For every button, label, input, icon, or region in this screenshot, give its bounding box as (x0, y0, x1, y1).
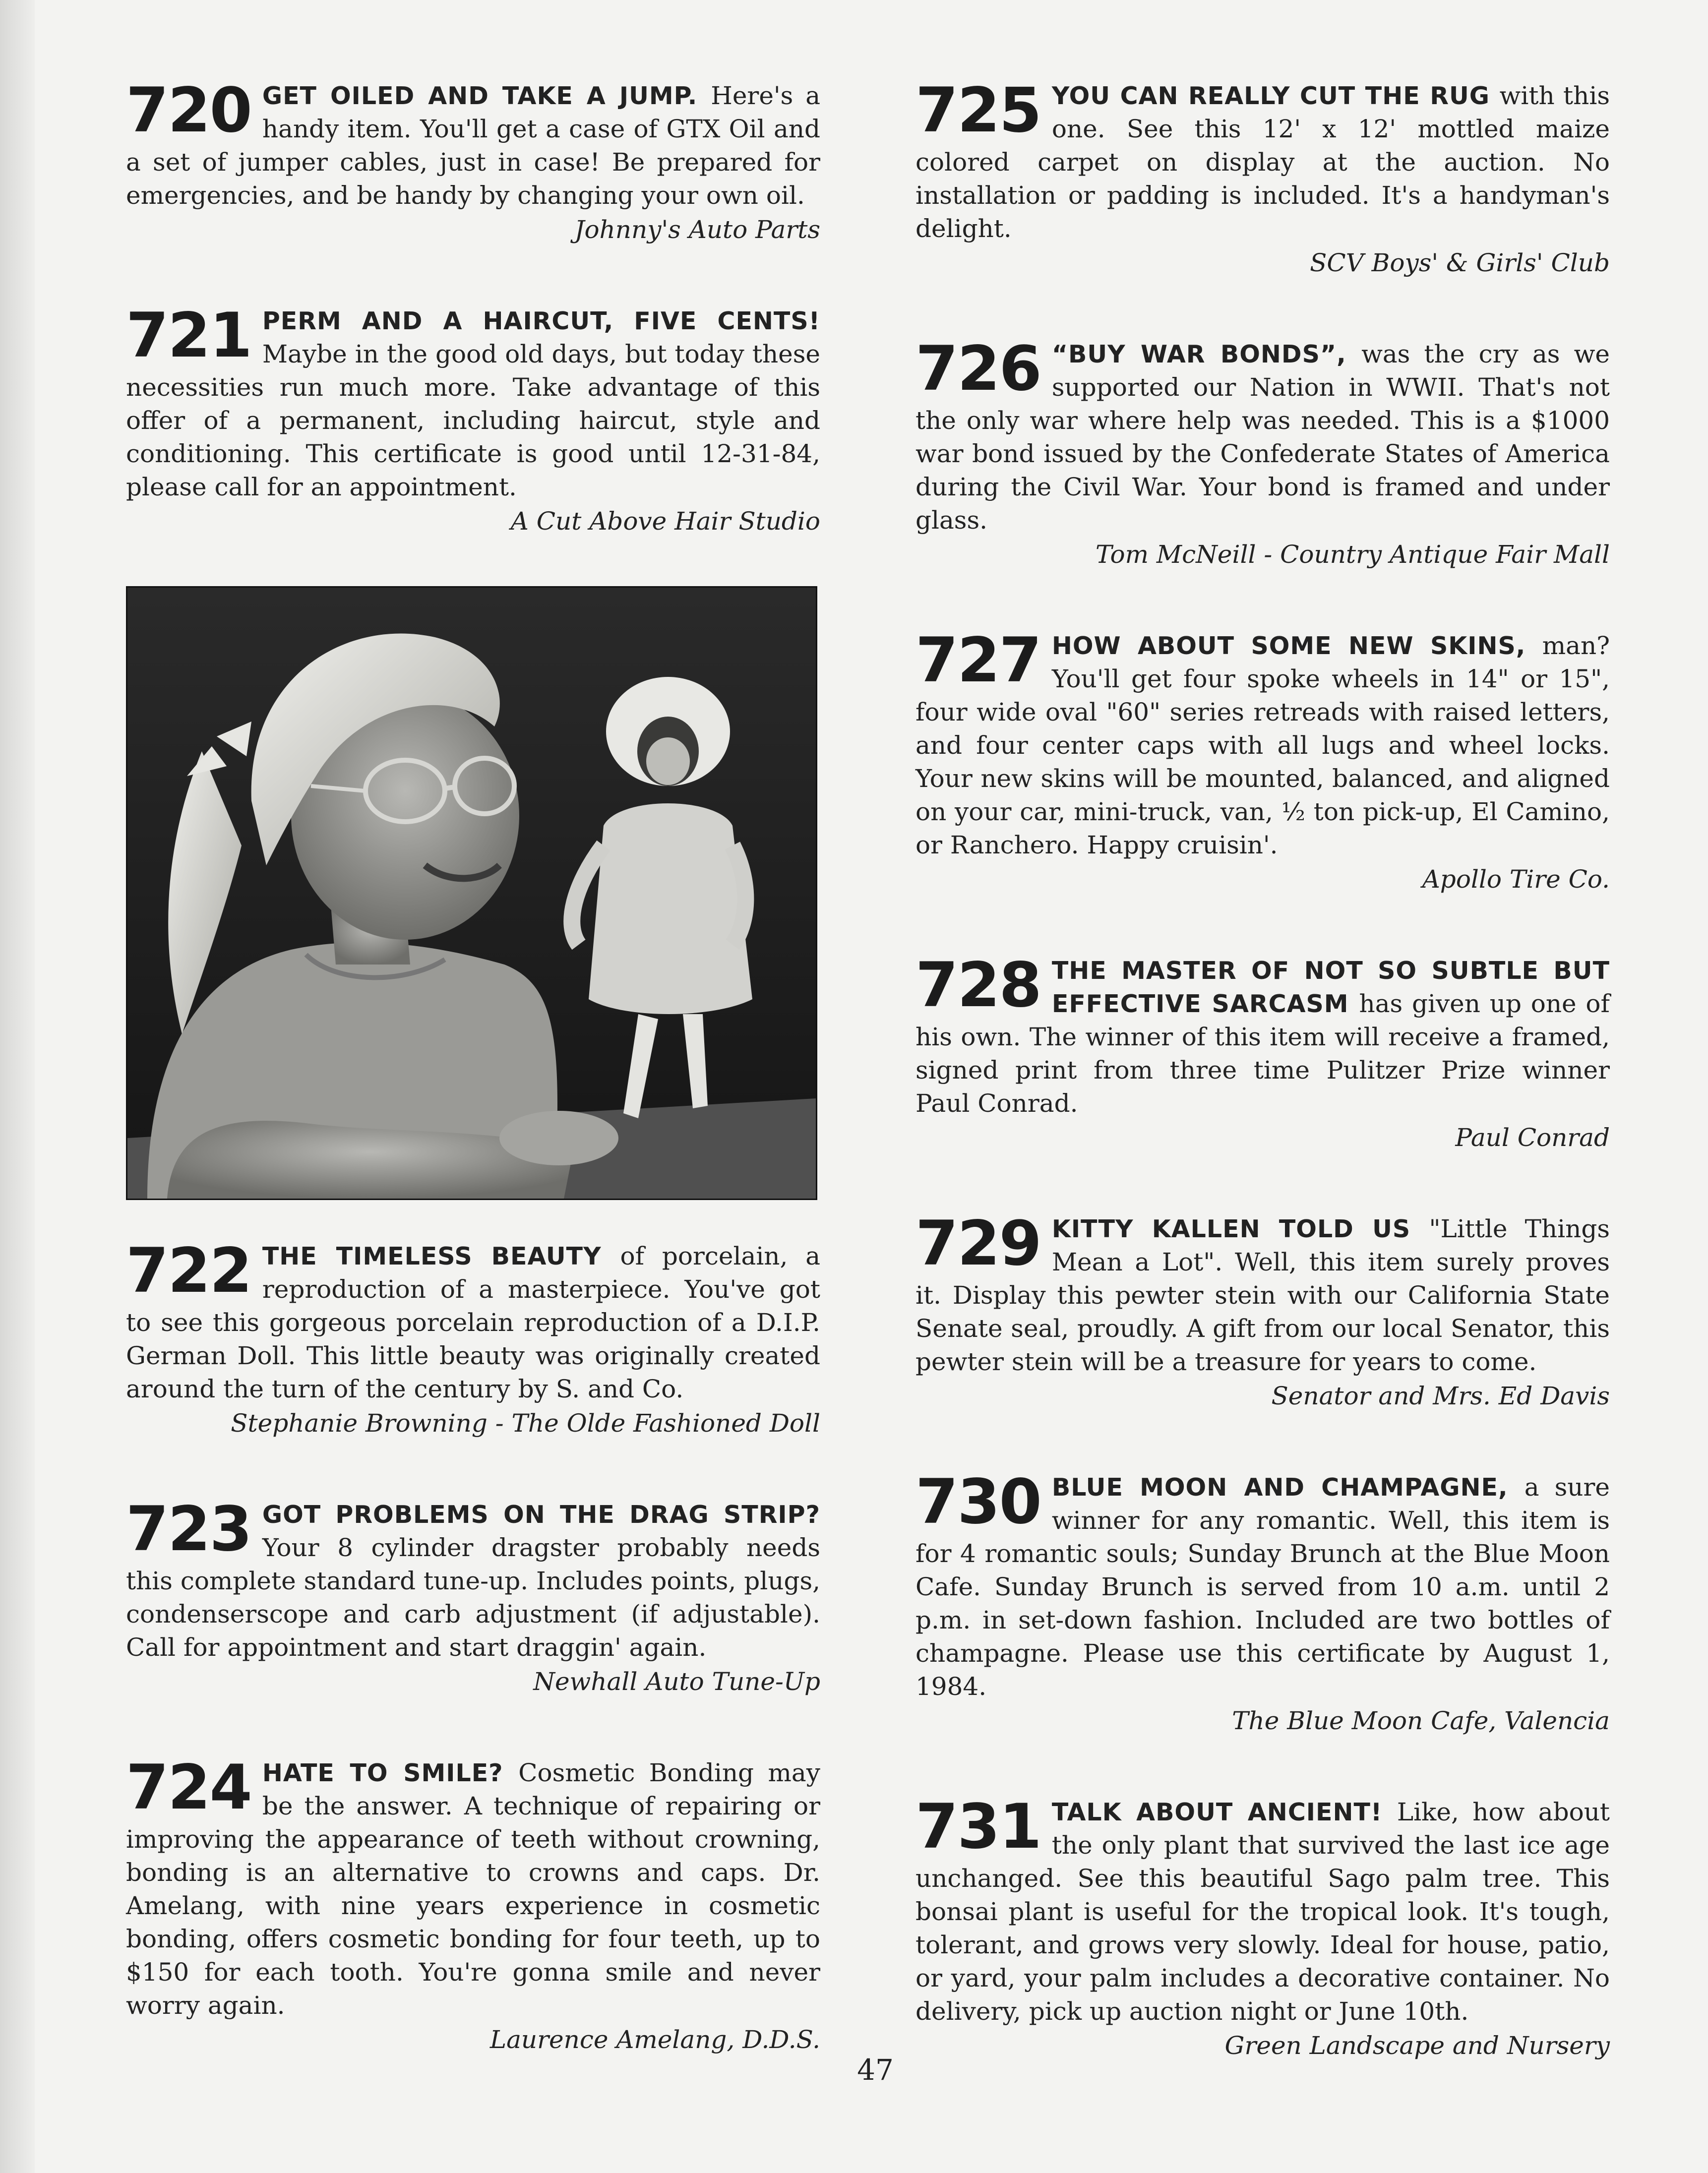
item-body (915, 75, 1610, 245)
item-description: "Little Things Mean a Lot". Well, this item surely proves it. Display this pewter stein with our California State Senate seal, proudly. A gift from our local Senator, this pewter stein will be a treasure for years to come. (915, 1214, 1610, 1376)
item-description: was the cry as we supported our Nation in WWII. That's not the only war where help was needed. This is a $1000 war bond issued by the Confederate States of America during the Civil War. Your bond is framed and under glass. (915, 340, 1610, 535)
item-donor: The Blue Moon Cafe, Valencia (1232, 1706, 1610, 1735)
right-column (915, 75, 1610, 2120)
item-headline: TALK ABOUT ANCIENT! (1051, 1798, 1397, 1826)
item-headline: THE MASTER OF NOT SO SUBTLE BUT EFFECTIVE SARCASM (1051, 957, 1610, 1018)
item-headline: “BUY WAR BONDS”, (1051, 340, 1362, 368)
item-headline: KITTY KALLEN TOLD US (1051, 1215, 1429, 1243)
item-description: with this one. See this 12' x 12' mottled maize colored carpet on display at the auction. No installation or padding is included. It's a handyman's delight. (915, 81, 1610, 243)
auction-item-730 (915, 1466, 1610, 1737)
item-donor: Stephanie Browning - The Olde Fashioned Doll (231, 1409, 820, 1438)
item-number: 720 (126, 75, 251, 146)
item-number: 729 (915, 1208, 1041, 1279)
item-donor: Paul Conrad (1455, 1123, 1610, 1152)
auction-item-722 (126, 1235, 820, 1440)
item-body (915, 1466, 1610, 1703)
item-description: a sure winner for any romantic. Well, this item is for 4 romantic souls; Sunday Brunch at the Blue Moon Cafe. Sunday Brunch is served from 10 a.m. until 2 p.m. in set-down fashion. Included are two bottles of champagne. Please use this certificate by August 1, 1984. (915, 1473, 1610, 1701)
auction-item-729 (915, 1208, 1610, 1412)
item-description: man? You'll get four spoke wheels in 14" or 15", four wide oval "60" series retreads with raised letters, and four center caps with all lugs and wheel locks. Your new skins will be mounted, balanced, and aligned on your car, mini-truck, van, ½ ton pick-up, El Camino, or Ranchero. Happy cruisin'. (915, 631, 1610, 859)
auction-item-728 (915, 950, 1610, 1154)
item-donor: A Cut Above Hair Studio (510, 507, 820, 536)
photo-girl-with-porcelain-doll (126, 586, 817, 1200)
auction-item-725 (915, 75, 1610, 279)
item-headline: PERM AND A HAIRCUT, FIVE CENTS! (262, 307, 820, 335)
item-headline: GET OILED AND TAKE A JUMP. (262, 82, 711, 110)
item-body (126, 1235, 820, 1406)
page-number: 47 (857, 2053, 894, 2087)
auction-item-727 (915, 625, 1610, 896)
item-body (915, 1791, 1610, 2028)
item-description: Like, how about the only plant that survived the last ice age unchanged. See this beautiful Sago palm tree. This bonsai plant is useful for the tropical look. It's tough, tolerant, and grows very slowly. Ideal for house, patio, or yard, your palm includes a decorative container. No delivery, pick up auction night or June 10th. (915, 1798, 1610, 2026)
item-number: 730 (915, 1466, 1041, 1538)
item-donor: Newhall Auto Tune-Up (533, 1667, 820, 1696)
item-number: 722 (126, 1235, 251, 1307)
auction-item-720 (126, 75, 820, 246)
item-body (915, 1208, 1610, 1379)
item-body (126, 1752, 820, 2022)
item-donor: SCV Boys' & Girls' Club (1310, 248, 1610, 277)
item-body (915, 625, 1610, 862)
auction-item-723 (126, 1494, 820, 1698)
item-number: 731 (915, 1791, 1041, 1863)
item-description: Maybe in the good old days, but today these necessities run much more. Take advantage of this offer of a permanent, including haircut, style and conditioning. This certificate is good until 12-31-84, please call for an appointment. (126, 340, 820, 501)
item-body (126, 300, 820, 504)
auction-item-731 (915, 1791, 1610, 2062)
item-donor: Tom McNeill - Country Antique Fair Mall (1096, 540, 1610, 569)
item-donor: Johnny's Auto Parts (574, 215, 820, 244)
item-body (915, 950, 1610, 1120)
item-number: 725 (915, 75, 1041, 146)
item-headline: GOT PROBLEMS ON THE DRAG STRIP? (262, 1501, 820, 1529)
item-number: 724 (126, 1752, 251, 1823)
item-number: 723 (126, 1494, 251, 1565)
item-headline: HOW ABOUT SOME NEW SKINS, (1051, 632, 1542, 660)
item-description: Here's a handy item. You'll get a case of GTX Oil and a set of jumper cables, just in case! Be prepared for emergencies, and be handy by changing your own oil. (126, 81, 820, 210)
item-donor: Laurence Amelang, D.D.S. (489, 2025, 820, 2054)
item-body (915, 333, 1610, 537)
item-number: 721 (126, 300, 251, 371)
item-number: 728 (915, 950, 1041, 1021)
item-headline: HATE TO SMILE? (262, 1759, 519, 1787)
item-description: of porcelain, a reproduction of a masterpiece. You've got to see this gorgeous porcelain reproduction of a D.I.P. German Doll. This little beauty was originally created around the turn of the century by S. and Co. (126, 1242, 820, 1403)
item-description: Cosmetic Bonding may be the answer. A technique of repairing or improving the appearance of teeth without crowning, bonding is an alternative to crowns and caps. Dr. Amelang, with nine years experience in cosmetic bonding, offers cosmetic bonding for four teeth, up to $150 for each tooth. You're gonna smile and never worry again. (126, 1758, 820, 2020)
item-number: 726 (915, 333, 1041, 405)
item-description: has given up one of his own. The winner of this item will receive a framed, signed print from three time Pulitzer Prize winner Paul Conrad. (915, 989, 1610, 1118)
auction-item-726 (915, 333, 1610, 571)
item-headline: YOU CAN REALLY CUT THE RUG (1051, 82, 1500, 110)
auction-item-721 (126, 300, 820, 538)
binding-shadow (0, 0, 35, 2173)
item-body (126, 75, 820, 212)
item-donor: Senator and Mrs. Ed Davis (1271, 1382, 1610, 1410)
item-headline: THE TIMELESS BEAUTY (262, 1242, 620, 1270)
left-column (126, 75, 820, 2114)
item-number: 727 (915, 625, 1041, 696)
item-donor: Apollo Tire Co. (1422, 865, 1610, 894)
item-donor: Green Landscape and Nursery (1224, 2031, 1610, 2060)
item-body (126, 1494, 820, 1664)
item-description: Your 8 cylinder dragster probably needs this complete standard tune-up. Includes points, plugs, condenserscope and carb adjustment (if adjustable). Call for appointment and start draggin' again. (126, 1533, 820, 1662)
item-headline: BLUE MOON AND CHAMPAGNE, (1051, 1473, 1525, 1502)
auction-item-724 (126, 1752, 820, 2056)
